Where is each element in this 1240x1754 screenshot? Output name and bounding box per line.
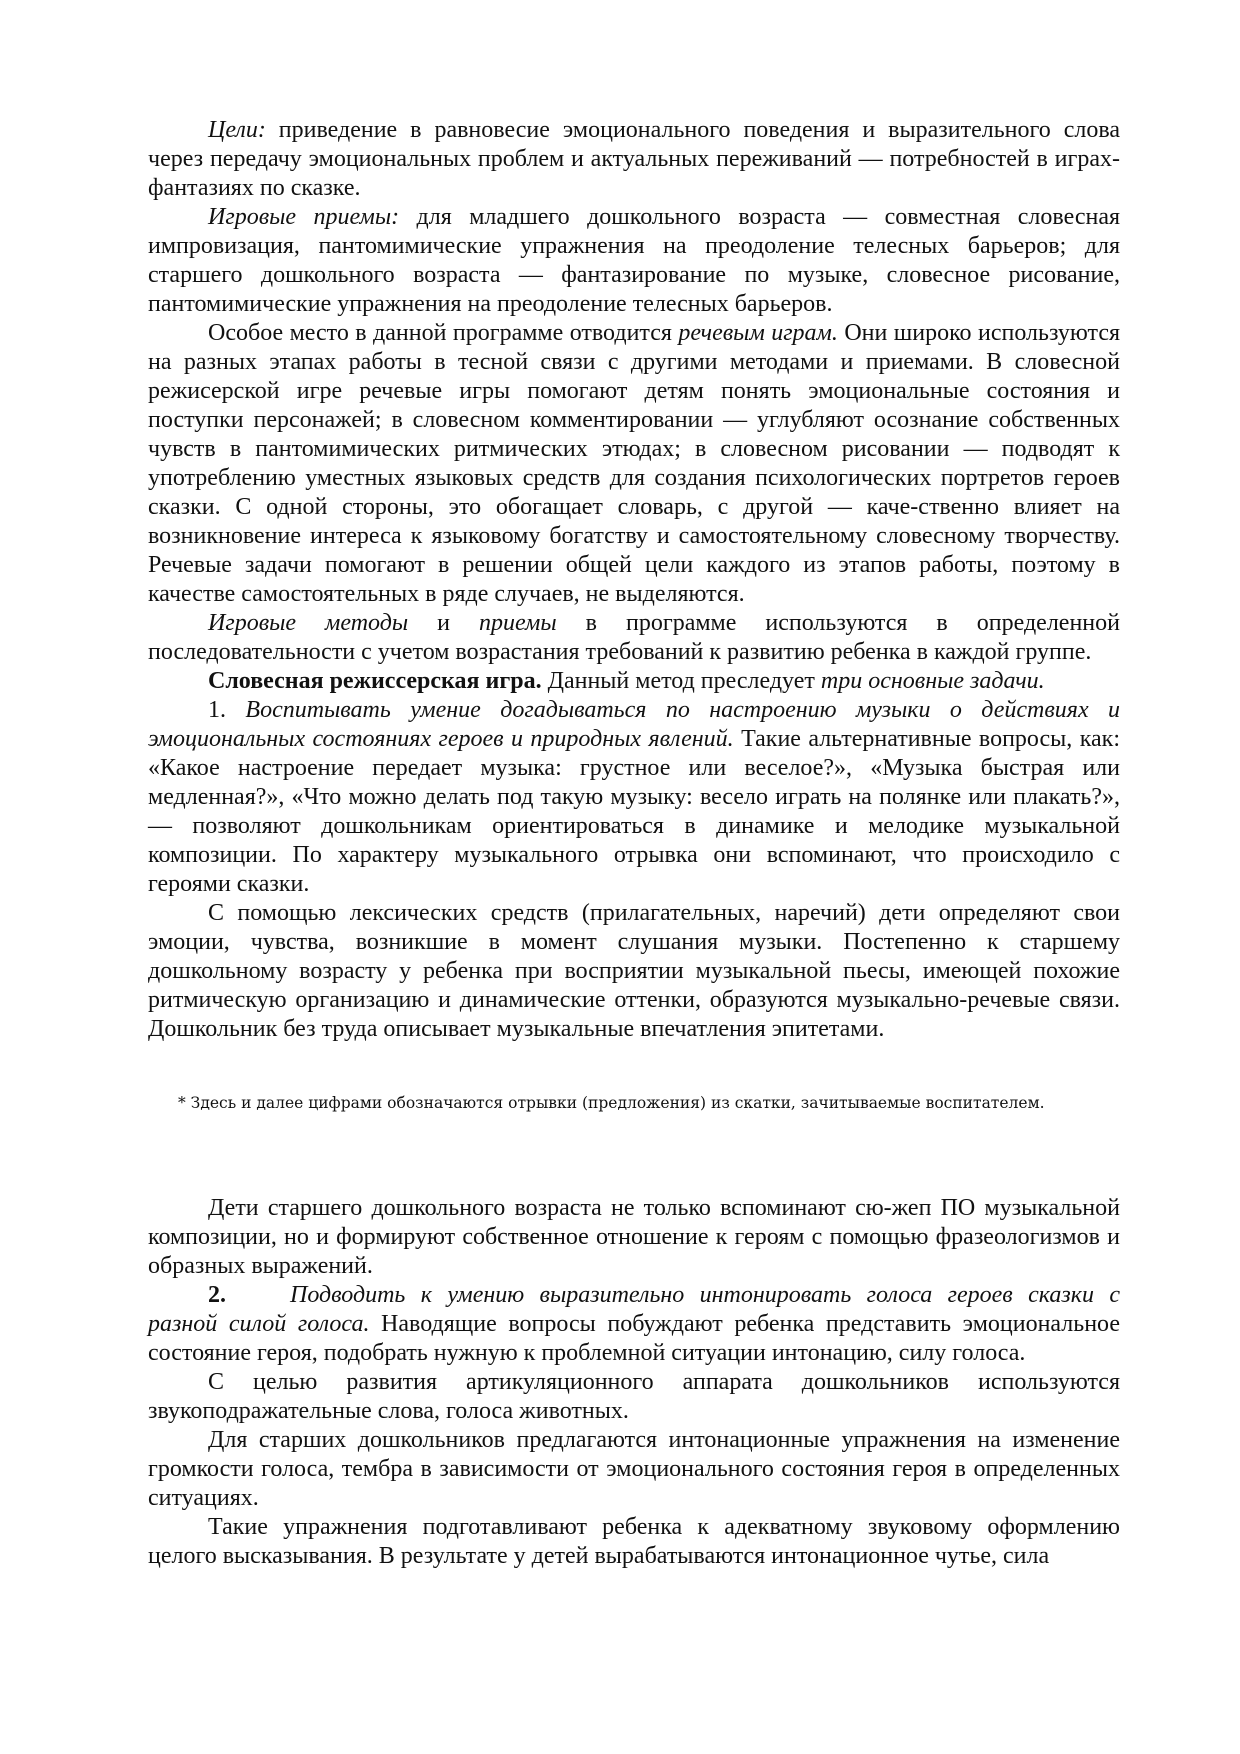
paragraph-speech-games: Особое место в данной программе отводится речевым играм. Они широко используются на разных этапах работы в тесной связи с другими методами и приемами. В словесной режисерской игре речевые игры помогают детям понять эмоциональные состояния и поступки персонажей; в словесном комментировании — углубляют осознание собственных чувств в пантомимических ритмических этюдах; в словесном рисовании — подводят к употреблению уместных языковых средств для создания психологических портретов героев сказки. С одной стороны, это обогащает словарь, с другой — каче-ственно влияет на возникновение интереса к языковому богатству и самостоятельному словесному творчеству. Речевые задачи помогают в решении общей цели каждого из этапов работы, поэтому в качестве самостоятельных в ряде случаев, не выделяются. <box>148 320 1121 607</box>
paragraph-task-2: 2. Подводить к умению выразительно интонировать голоса героев сказки с разной силой голоса. Наводящие вопросы побуждают ребенка представить эмоциональное состояние героя, подобрать нужную к проблемной ситуации интонацию, силу голоса. <box>148 1282 1121 1366</box>
paragraph-task-1: 1. Воспитывать умение догадываться по настроению музыки о действиях и эмоциональных состояниях героев и природных явлений. Такие альтернативные вопросы, как: «Какое настроение передает музыка: грустное или веселое?», «Музыка быстрая или медленная?», «Что можно делать под такую музыку: весело играть на полянке или плакать?», — позволяют дошкольникам ориентироваться в динамике и мелодике музыкальной композиции. По характеру музыкального отрывка они вспоминают, что происходило с героями сказки. <box>148 697 1120 897</box>
director-game-heading: Словесная режиссерская игра. <box>208 668 542 694</box>
task-1-number: 1. <box>208 697 246 723</box>
text-block-top <box>148 116 1120 1044</box>
paragraph-lexical-means: С помощью лексических средств (прилагательных, наречий) дети определяют свои эмоции, чувства, возникшие в момент слушания музыки. Постепенно к старшему дошкольному возрасту у ребенка при восприятии музыкальной пьесы, имеющей похожие ритмическую организацию и динамические оттенки, образуются музыкально-речевые связи. Дошкольник без труда описывает музыкальные впечатления эпитетами. <box>148 900 1120 1042</box>
footnote: * Здесь и далее цифрами обозначаются отрывки (предложения) из скатки, зачитываемые воспитателем. <box>178 1094 1045 1112</box>
game-techniques-text: для младшего дошкольного возраста — совместная словесная импровизация, пантомимические упражнения на преодоление телесных барьеров; для старшего дошкольного возраста — фантазирование по музыке, словесное рисование, пантомимические упражнения на преодоление телесных барьеров. <box>148 204 1121 317</box>
goals-label: Цели: <box>208 117 266 143</box>
text-block-bottom <box>148 1194 1120 1571</box>
paragraph-game-methods: Игровые методы и приемы в программе используются в определенной последовательности с учетом возрастания требований к развитию ребенка в каждой группе. <box>148 610 1120 665</box>
paragraph-articulation: С целью развития артикуляционного аппарата дошкольников используются звукоподражательные слова, голоса животных. <box>148 1369 1120 1424</box>
goals-text: приведение в равновесие эмоционального поведения и выразительного слова через передачу эмоциональных проблем и актуальных переживаний — потребностей в играх-фантазиях по сказке. <box>148 117 1120 201</box>
paragraph-goals <box>148 116 1120 203</box>
paragraph-game-techniques <box>148 203 1120 319</box>
paragraph-director-game: Словесная режиссерская игра. Данный метод преследует три основные задачи. <box>208 668 1045 694</box>
paragraph-sound-design: Такие упражнения подготавливают ребенка к адекватному звуковому оформлению целого высказывания. В результате у детей вырабатываются интонационное чутье, сила <box>148 1514 1120 1569</box>
game-techniques-label: Игровые приемы: <box>208 204 400 230</box>
speech-games-emphasis: речевым играм. <box>678 320 838 346</box>
paragraph-older-children: Дети старшего дошкольного возраста не только вспоминают сю-жеп ПО музыкальной композиции, но и формируют собственное отношение к героям с помощью фразеологизмов и образных выражений. <box>148 1195 1120 1279</box>
task-2-title: Подводить к умению выразительно интонировать голоса героев сказки с разной силой голоса. <box>148 1282 1120 1337</box>
task-2-number: 2. <box>208 1282 226 1308</box>
task-1-title: Воспитывать умение догадываться по настроению музыки о действиях и эмоциональных состояниях героев и природных явлений. <box>148 697 1120 752</box>
paragraph-intonation-exercises: Для старших дошкольников предлагаются интонационные упражнения на изменение громкости голоса, тембра в зависимости от эмоционального состояния героя в определенных ситуациях. <box>148 1427 1120 1511</box>
